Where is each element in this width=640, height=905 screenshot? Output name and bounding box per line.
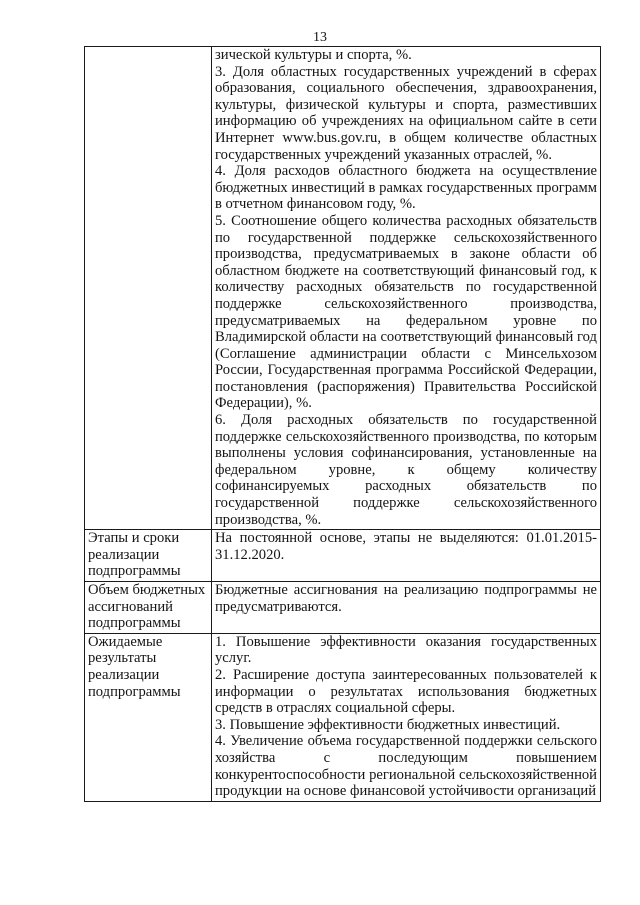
row-content-stages	[212, 530, 601, 582]
table-row-indicators-continued	[85, 47, 601, 530]
row-content-budget	[212, 582, 601, 634]
indicator-3: 3. Доля областных государственных учреждений в сферах образования, социального обеспечения, здравоохранения, культуры, физической культуры и спорта, разместивших информацию об учреждениях на официальном сайте в сети Интернет www.bus.gov.ru, в общем количестве областных государственных учреждений указанных отраслей, %.	[215, 63, 597, 163]
row-content-indicators	[212, 47, 601, 530]
table-row-stages	[85, 530, 601, 582]
indicator-6: 6. Доля расходных обязательств по государственной поддержке сельскохозяйственного производства, по которым выполнены условия софинансирования, установленные на федеральном уровне, к общему количеству софинансируемых расходных обязательств по государственной поддержке сельскохозяйственного производства, %.	[215, 412, 597, 528]
row-label-results: Ожидаемые результаты реализации подпрограммы	[85, 633, 212, 801]
table-row-expected-results	[85, 633, 601, 801]
stages-text: На постоянной основе, этапы не выделяются: 01.01.2015-31.12.2020.	[215, 530, 597, 563]
table-row-budget	[85, 582, 601, 634]
result-2: 2. Расширение доступа заинтересованных пользователей к информации о результатах использования бюджетных средств в отраслях социальной сферы.	[215, 666, 597, 717]
row-content-results	[212, 633, 601, 801]
program-passport-table	[84, 46, 601, 802]
result-1: 1. Повышение эффективности оказания государственных услуг.	[215, 633, 597, 667]
indicator-5: 5. Соотношение общего количества расходных обязательств по государственной поддержке сельскохозяйственного производства, предусматриваемых в законе области об областном бюджете на соответствующий финансовый год, к количеству расходных обязательств по государственной поддержке сельскохозяйственного производства, предусматриваемых на федеральном уровне по Владимирской области на соответствующий финансовый год (Соглашение администрации области с Минсельхозом России, Государственная программа Российской Федерации, постановления (распоряжения) Правительства Российской Федерации), %.	[215, 212, 597, 412]
row-label-budget: Объем бюджетных ассигнований подпрограммы	[85, 582, 212, 634]
row-label-empty	[85, 47, 212, 530]
row-label-stages: Этапы и сроки реализации подпрограммы	[85, 530, 212, 582]
result-4: 4. Увеличение объема государственной поддержки сельского хозяйства с последующим повышением конкурентоспособности региональной сельскохозяйственной продукции на основе финансовой устойчивости организаций	[215, 733, 597, 800]
indicator-2-tail: зической культуры и спорта, %.	[215, 47, 412, 63]
result-3: 3. Повышение эффективности бюджетных инвестиций.	[215, 716, 561, 733]
budget-text: Бюджетные ассигнования на реализацию подпрограммы не предусматриваются.	[215, 582, 597, 615]
page-number: 13	[313, 30, 327, 45]
indicator-4: 4. Доля расходов областного бюджета на осуществление бюджетных инвестиций в рамках государственных программ в отчетном финансовом году, %.	[215, 163, 597, 213]
